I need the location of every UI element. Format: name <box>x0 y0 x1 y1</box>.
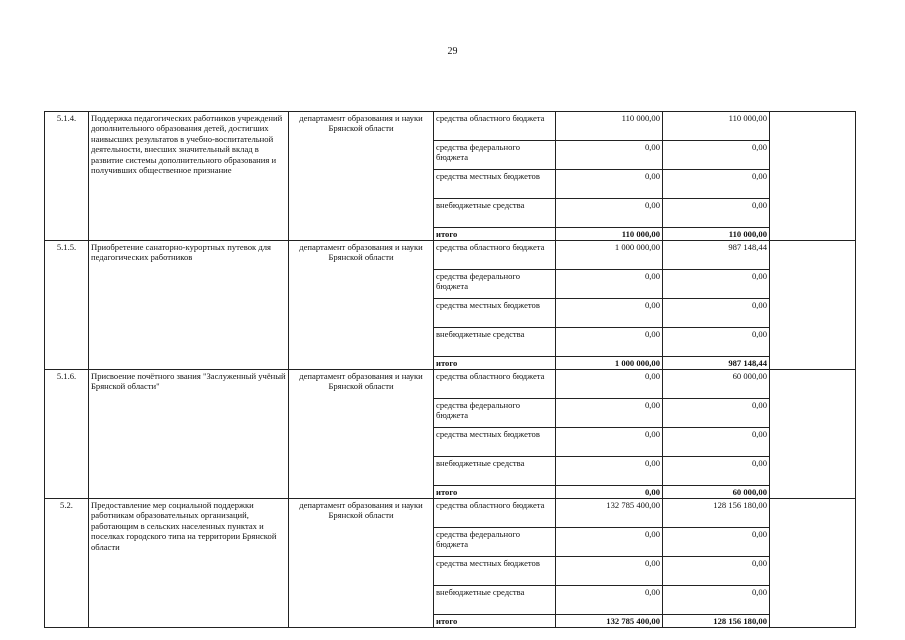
notes-cell <box>770 241 856 370</box>
item-number: 5.1.4. <box>45 112 89 241</box>
funding-source: средства федерального бюджета <box>434 141 556 170</box>
funding-source: средства областного бюджета <box>434 112 556 141</box>
funding-source: внебюджетные средства <box>434 199 556 228</box>
actual-amount: 0,00 <box>663 457 770 486</box>
actual-amount: 110 000,00 <box>663 112 770 141</box>
item-number: 5.1.6. <box>45 370 89 499</box>
planned-amount: 0,00 <box>556 557 663 586</box>
total-label: итого <box>434 486 556 499</box>
funding-source: внебюджетные средства <box>434 328 556 357</box>
funding-source: средства местных бюджетов <box>434 428 556 457</box>
funding-source: средства областного бюджета <box>434 370 556 399</box>
actual-amount: 0,00 <box>663 328 770 357</box>
actual-amount: 0,00 <box>663 399 770 428</box>
item-executor: департамент образования и науки Брянской области <box>289 112 434 241</box>
funding-source: средства местных бюджетов <box>434 299 556 328</box>
planned-amount: 1 000 000,00 <box>556 241 663 270</box>
planned-amount: 0,00 <box>556 428 663 457</box>
item-executor: департамент образования и науки Брянской области <box>289 370 434 499</box>
item-executor: департамент образования и науки Брянской области <box>289 499 434 628</box>
planned-amount: 0,00 <box>556 270 663 299</box>
total-actual-amount: 110 000,00 <box>663 228 770 241</box>
item-name: Присвоение почётного звания "Заслуженный учёный Брянской области" <box>89 370 289 499</box>
actual-amount: 0,00 <box>663 299 770 328</box>
planned-amount: 132 785 400,00 <box>556 499 663 528</box>
funding-source: средства федерального бюджета <box>434 399 556 428</box>
planned-amount: 0,00 <box>556 457 663 486</box>
planned-amount: 0,00 <box>556 170 663 199</box>
actual-amount: 0,00 <box>663 170 770 199</box>
item-number: 5.1.5. <box>45 241 89 370</box>
planned-amount: 110 000,00 <box>556 112 663 141</box>
planned-amount: 0,00 <box>556 370 663 399</box>
funding-source: внебюджетные средства <box>434 457 556 486</box>
funding-row <box>45 241 856 270</box>
planned-amount: 0,00 <box>556 586 663 615</box>
planned-amount: 0,00 <box>556 399 663 428</box>
page-number: 29 <box>447 46 458 57</box>
total-planned-amount: 0,00 <box>556 486 663 499</box>
funding-source: средства областного бюджета <box>434 499 556 528</box>
funding-source: средства федерального бюджета <box>434 270 556 299</box>
actual-amount: 60 000,00 <box>663 370 770 399</box>
actual-amount: 0,00 <box>663 557 770 586</box>
total-planned-amount: 110 000,00 <box>556 228 663 241</box>
total-label: итого <box>434 615 556 628</box>
notes-cell <box>770 499 856 628</box>
actual-amount: 0,00 <box>663 586 770 615</box>
budget-table <box>44 111 856 628</box>
funding-row <box>45 499 856 528</box>
actual-amount: 0,00 <box>663 141 770 170</box>
total-actual-amount: 60 000,00 <box>663 486 770 499</box>
funding-source: средства местных бюджетов <box>434 557 556 586</box>
item-number: 5.2. <box>45 499 89 628</box>
total-label: итого <box>434 357 556 370</box>
funding-source: средства местных бюджетов <box>434 170 556 199</box>
item-executor: департамент образования и науки Брянской области <box>289 241 434 370</box>
funding-source: средства областного бюджета <box>434 241 556 270</box>
planned-amount: 0,00 <box>556 141 663 170</box>
actual-amount: 0,00 <box>663 528 770 557</box>
actual-amount: 0,00 <box>663 270 770 299</box>
total-actual-amount: 128 156 180,00 <box>663 615 770 628</box>
total-planned-amount: 1 000 000,00 <box>556 357 663 370</box>
planned-amount: 0,00 <box>556 328 663 357</box>
total-label: итого <box>434 228 556 241</box>
notes-cell <box>770 112 856 241</box>
item-name: Поддержка педагогических работников учреждений дополнительного образования детей, достигших наивысших результатов в учебно-воспитательной деятельности, внесших значительный вклад в развитие системы дополнительного образования и получивших общественное признание <box>89 112 289 241</box>
funding-row <box>45 370 856 399</box>
item-name: Приобретение санаторно-курортных путевок для педагогических работников <box>89 241 289 370</box>
actual-amount: 0,00 <box>663 199 770 228</box>
funding-row <box>45 112 856 141</box>
total-planned-amount: 132 785 400,00 <box>556 615 663 628</box>
funding-source: средства федерального бюджета <box>434 528 556 557</box>
actual-amount: 0,00 <box>663 428 770 457</box>
actual-amount: 128 156 180,00 <box>663 499 770 528</box>
planned-amount: 0,00 <box>556 299 663 328</box>
total-actual-amount: 987 148,44 <box>663 357 770 370</box>
funding-source: внебюджетные средства <box>434 586 556 615</box>
actual-amount: 987 148,44 <box>663 241 770 270</box>
notes-cell <box>770 370 856 499</box>
planned-amount: 0,00 <box>556 528 663 557</box>
planned-amount: 0,00 <box>556 199 663 228</box>
item-name: Предоставление мер социальной поддержки работникам образовательных организаций, работающим в сельских населенных пунктах и поселках городского типа на территории Брянской области <box>89 499 289 628</box>
